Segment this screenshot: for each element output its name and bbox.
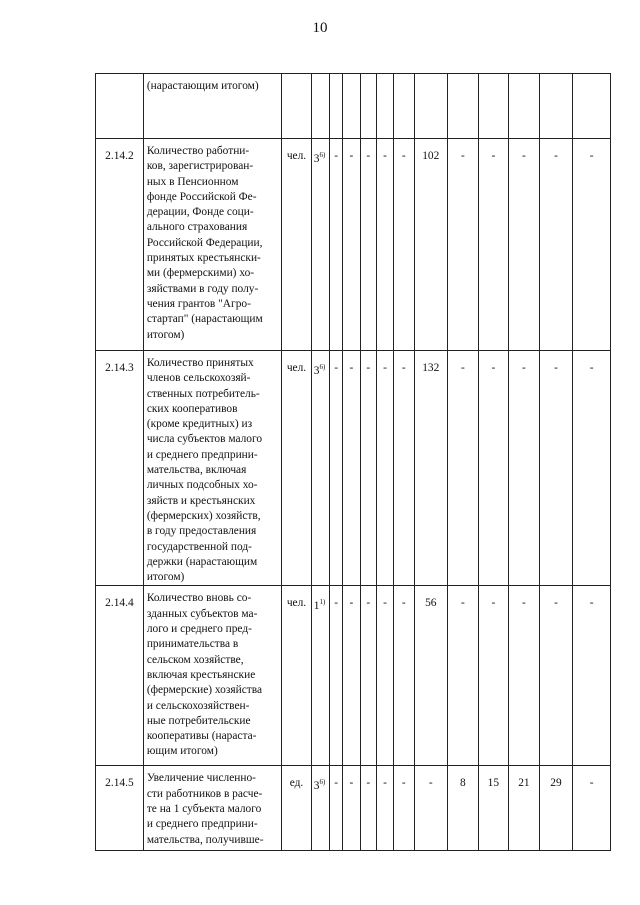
indicator-number: 2.14.4 [96, 586, 144, 766]
description-line: (фермерских) хозяйств, [146, 509, 261, 522]
value-cell: - [509, 351, 540, 586]
value-cell: - [376, 351, 393, 586]
description-line: (фермерские) хозяйства [146, 684, 263, 697]
source-footnote: 6) [319, 151, 326, 159]
value-cell: - [360, 766, 376, 851]
value-cell: 29 [539, 766, 573, 851]
indicator-number: 2.14.3 [96, 351, 144, 586]
value-cell: - [360, 586, 376, 766]
description-line: ков, зарегистрирован- [146, 160, 254, 173]
source-footnote: 6) [319, 363, 326, 371]
description-line: ных в Пенсионном [146, 175, 239, 188]
value-cell: - [478, 351, 509, 586]
source-cell [311, 351, 329, 586]
description-line: зяйствами в году полу- [146, 282, 259, 295]
source-number: 1 [313, 600, 320, 613]
source-footnote: 1) [319, 598, 326, 607]
description-line: включая крестьянские [146, 668, 256, 681]
description-line: стартап" (нарастающим [146, 313, 263, 326]
indicators-table [95, 73, 611, 851]
table-row [96, 586, 611, 766]
value-cell: 56 [414, 586, 448, 766]
description-line: Количество вновь со- [146, 592, 252, 605]
description-line: Количество принятых [146, 357, 254, 369]
source-number: 3 [313, 153, 320, 165]
description-line: ских кооперативов [146, 402, 238, 415]
source-cell [311, 766, 329, 851]
indicator-description [143, 139, 281, 351]
table-row [96, 351, 611, 586]
description-line: ального страхования [146, 221, 248, 234]
description-line: числа субъектов малого [146, 433, 263, 446]
value-cell [509, 74, 540, 139]
value-cell: - [573, 139, 611, 351]
value-cell: 102 [414, 139, 448, 351]
description-line: государственной под- [146, 540, 252, 553]
description-line: Количество работни- [146, 145, 250, 157]
table-body [96, 74, 611, 851]
value-cell [330, 74, 343, 139]
description-line: мательства, включая [146, 464, 247, 477]
value-cell: - [330, 139, 343, 351]
value-cell: - [376, 766, 393, 851]
description-line: зяйств и крестьянских [146, 494, 256, 507]
value-cell: - [448, 586, 479, 766]
value-cell: - [394, 351, 414, 586]
description-line: мательства, получивше- [146, 833, 264, 846]
value-cell [573, 74, 611, 139]
indicator-description [143, 586, 281, 766]
description-line: Увеличение численно- [146, 772, 256, 785]
description-line: зданных субъектов ма- [146, 607, 258, 620]
value-cell [376, 74, 393, 139]
indicator-number: 2.14.5 [96, 766, 144, 851]
value-cell: - [478, 139, 509, 351]
source-footnote: 6) [319, 778, 326, 787]
unit-cell [282, 74, 312, 139]
value-cell: - [330, 766, 343, 851]
value-cell: - [343, 351, 360, 586]
value-cell: - [448, 351, 479, 586]
description-line: личных подсобных хо- [146, 479, 258, 492]
unit-cell: чел. [282, 586, 312, 766]
value-cell [414, 74, 448, 139]
source-number: 3 [313, 780, 320, 793]
value-cell: - [539, 139, 573, 351]
value-cell: - [573, 586, 611, 766]
indicator-description [143, 351, 281, 586]
value-cell [539, 74, 573, 139]
value-cell: - [573, 351, 611, 586]
indicator-description [143, 74, 281, 139]
unit-cell: чел. [282, 351, 312, 586]
description-line: в году предоставления [146, 525, 257, 538]
description-line: принятых крестьянски- [146, 252, 261, 265]
description-line: членов сельскохозяй- [146, 372, 251, 385]
description-line: чения грантов "Агро- [146, 297, 251, 310]
value-cell: - [343, 586, 360, 766]
value-cell: - [360, 351, 376, 586]
description-line: итогом) [146, 328, 185, 341]
description-line: принимательства в [146, 638, 239, 651]
value-cell: - [509, 586, 540, 766]
source-cell [311, 74, 329, 139]
value-cell: - [360, 139, 376, 351]
value-cell: 132 [414, 351, 448, 586]
source-cell [311, 586, 329, 766]
description-line: ющим итогом) [146, 745, 218, 758]
value-cell: 8 [448, 766, 479, 851]
page-number: 10 [312, 20, 328, 36]
description-line: Российской Федерации, [146, 236, 263, 249]
value-cell: - [573, 766, 611, 851]
description-line: ми (фермерскими) хо- [146, 267, 255, 280]
value-cell: - [478, 586, 509, 766]
value-cell: - [509, 139, 540, 351]
description-line: держки (нарастающим [146, 555, 258, 568]
unit-cell: чел. [282, 139, 312, 351]
value-cell: - [330, 586, 343, 766]
description-line: ственных потребитель- [146, 387, 260, 400]
value-cell [343, 74, 360, 139]
table-row [96, 74, 611, 139]
description-line: сельском хозяйстве, [146, 653, 244, 666]
indicator-number [96, 74, 144, 139]
value-cell [360, 74, 376, 139]
source-cell [311, 139, 329, 351]
value-cell [394, 74, 414, 139]
description-line: итогом) [146, 571, 185, 584]
description-line: и среднего предприни- [146, 448, 258, 461]
value-cell: - [539, 351, 573, 586]
table-row [96, 139, 611, 351]
value-cell: - [394, 586, 414, 766]
value-cell: - [394, 139, 414, 351]
value-cell: - [330, 351, 343, 586]
value-cell: 21 [509, 766, 540, 851]
table-row [96, 766, 611, 851]
description-line: те на 1 субъекта малого [146, 803, 262, 816]
value-cell: - [394, 766, 414, 851]
value-cell: - [376, 586, 393, 766]
description-line: (кроме кредитных) из [146, 418, 253, 431]
description-line: ные потребительские [146, 714, 251, 727]
value-cell: - [448, 139, 479, 351]
indicator-description [143, 766, 281, 851]
description-line: и среднего предприни- [146, 818, 258, 831]
description-line: фонде Российской Фе- [146, 190, 257, 203]
value-cell [448, 74, 479, 139]
description-line: и сельскохозяйствен- [146, 699, 250, 712]
description-line: сти работников в расче- [146, 787, 263, 800]
description-line: (нарастающим итогом) [146, 80, 259, 92]
value-cell [478, 74, 509, 139]
source-number: 3 [313, 365, 320, 377]
description-line: лого и среднего пред- [146, 623, 252, 636]
unit-cell: ед. [282, 766, 312, 851]
description-line: кооперативы (нараста- [146, 730, 257, 743]
value-cell: - [376, 139, 393, 351]
value-cell: - [539, 586, 573, 766]
indicator-number: 2.14.2 [96, 139, 144, 351]
value-cell: - [343, 766, 360, 851]
value-cell: - [343, 139, 360, 351]
value-cell: 15 [478, 766, 509, 851]
description-line: дерации, Фонде соци- [146, 206, 254, 219]
value-cell: - [414, 766, 448, 851]
